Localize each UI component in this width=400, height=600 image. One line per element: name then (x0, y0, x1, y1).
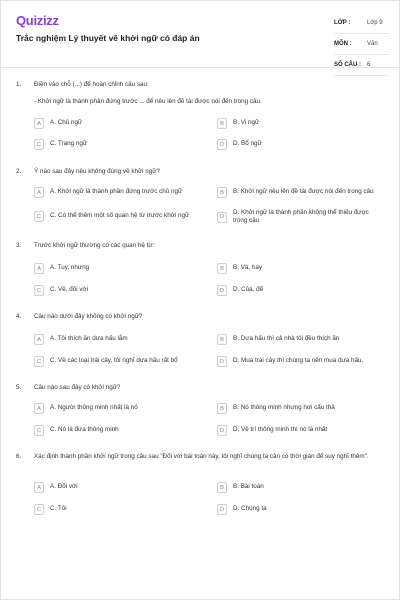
option-c[interactable] (34, 424, 209, 437)
option-text: C. Về các loại trái cây, tôi nghĩ dưa hấu rất bổ (50, 357, 178, 365)
option-text: A. Người thông minh nhất là nó (50, 404, 138, 412)
option-letter: C (34, 285, 44, 296)
question-number: 2. (16, 168, 22, 175)
option-letter: B (217, 334, 227, 345)
option-d[interactable] (217, 207, 382, 227)
option-d[interactable] (217, 284, 387, 297)
meta-label: SỐ CÂU : (334, 62, 361, 68)
option-letter: D (217, 212, 227, 223)
option-b[interactable] (217, 481, 387, 494)
meta-row-class (334, 13, 389, 34)
option-text: C. Trạng ngữ (50, 140, 88, 148)
option-letter: A (34, 187, 44, 198)
option-a[interactable] (34, 262, 209, 275)
option-b[interactable] (217, 333, 387, 346)
question-number: 5. (16, 384, 22, 391)
option-text: C. Có thể thêm một số quan hệ từ trước khởi ngữ (50, 212, 190, 220)
option-text: B. Khởi ngữ nêu lên đề tài được nói đến trong câu (233, 188, 374, 196)
option-letter: B (217, 403, 227, 414)
option-text: B. Và, hay (233, 264, 263, 272)
option-a[interactable] (34, 481, 209, 494)
option-text: D. Mua trái cây thì chúng ta nên mua dưa hấu. (233, 357, 364, 365)
option-text: D. Bổ ngữ (233, 140, 262, 148)
option-a[interactable] (34, 117, 209, 130)
option-letter: C (34, 211, 44, 222)
option-b[interactable] (217, 117, 387, 130)
meta-value: 6 (367, 62, 371, 68)
option-letter: B (217, 187, 227, 198)
option-letter: A (34, 403, 44, 414)
option-letter: D (217, 356, 227, 367)
option-letter: B (217, 482, 227, 493)
option-d[interactable] (217, 355, 387, 368)
question-text: Ý nào sau đây nêu không đúng về khởi ngữ? (34, 168, 160, 175)
option-text: C. Về, đối với (50, 286, 89, 294)
option-letter: C (34, 139, 44, 150)
meta-row-count (334, 55, 389, 76)
option-text: C. Nó là đứa thông minh (50, 426, 119, 434)
question-subtext: - Khởi ngữ là thành phần đứng trước ... để nêu lên đề tài được nói đến trong câu. (34, 98, 262, 105)
option-text: C. Tôi (50, 505, 67, 513)
meta-value: Lớp 9 (367, 20, 383, 26)
option-d[interactable] (217, 138, 387, 151)
option-text: D. Về trí thông minh thì nó là nhất (233, 426, 328, 434)
option-letter: A (34, 482, 44, 493)
option-letter: C (34, 356, 44, 367)
option-a[interactable] (34, 402, 209, 415)
question-text: Điền vào chỗ (...) để hoàn chỉnh câu sau: (34, 81, 149, 88)
question-text: Xác định thành phần khởi ngữ trong câu sau "Đối với bài toán này, tôi nghĩ chúng ta cần có thời gian để suy nghĩ thêm". (34, 453, 369, 460)
page-title: Trắc nghiệm Lý thuyết về khởi ngữ có đáp án (16, 33, 200, 43)
option-c[interactable] (34, 138, 209, 151)
meta-value: Văn (367, 41, 378, 47)
option-a[interactable] (34, 186, 209, 199)
meta-row-subject (334, 34, 389, 55)
option-letter: C (34, 504, 44, 515)
option-text: B. Bài toán (233, 483, 264, 491)
meta-label: MÔN : (334, 41, 352, 47)
option-letter: A (34, 263, 44, 274)
option-b[interactable] (217, 402, 387, 415)
meta-label: LỚP : (334, 20, 351, 26)
option-text: D. Khởi ngữ là thành phần không thể thiếu được trong câu (233, 208, 369, 224)
question-number: 6. (16, 453, 22, 460)
header-divider (1, 67, 399, 68)
question-text: Trước khởi ngữ thường có các quan hệ từ: (34, 242, 155, 249)
quizizz-logo: Quizizz (16, 13, 59, 28)
option-letter: A (34, 334, 44, 345)
option-text: B. Vị ngữ (233, 119, 260, 127)
option-letter: C (34, 425, 44, 436)
option-text: A. Tuy, nhưng (50, 264, 90, 272)
option-c[interactable] (34, 210, 209, 223)
option-letter: D (217, 139, 227, 150)
option-b[interactable] (217, 186, 392, 199)
option-c[interactable] (34, 503, 209, 516)
option-letter: B (217, 118, 227, 129)
question-text: Câu nào dưới đây không có khởi ngữ? (34, 313, 143, 320)
question-number: 4. (16, 313, 22, 320)
option-text: D. Chúng ta (233, 505, 267, 513)
option-a[interactable] (34, 333, 209, 346)
option-letter: D (217, 504, 227, 515)
option-c[interactable] (34, 355, 209, 368)
option-letter: D (217, 425, 227, 436)
option-text: A. Tôi thích ăn dưa hấu lắm (50, 335, 128, 343)
option-text: A. Khởi ngữ là thành phần đứng trước chủ ngữ (50, 188, 183, 196)
option-letter: D (217, 285, 227, 296)
option-b[interactable] (217, 262, 387, 275)
option-letter: B (217, 263, 227, 274)
option-text: B. Nó thông minh nhưng hơi cẩu thả (233, 404, 335, 412)
question-number: 3. (16, 242, 22, 249)
option-d[interactable] (217, 503, 387, 516)
option-c[interactable] (34, 284, 209, 297)
option-text: B. Dưa hấu thì cả nhà tôi đều thích ăn (233, 335, 340, 343)
option-text: A. Chủ ngữ (50, 119, 83, 127)
question-number: 1. (16, 81, 22, 88)
option-d[interactable] (217, 424, 387, 437)
option-letter: A (34, 118, 44, 129)
option-text: A. Đối với (50, 483, 78, 491)
option-text: D. Của, để (233, 286, 264, 294)
question-text: Câu nào sau đây có khởi ngữ? (34, 384, 121, 391)
